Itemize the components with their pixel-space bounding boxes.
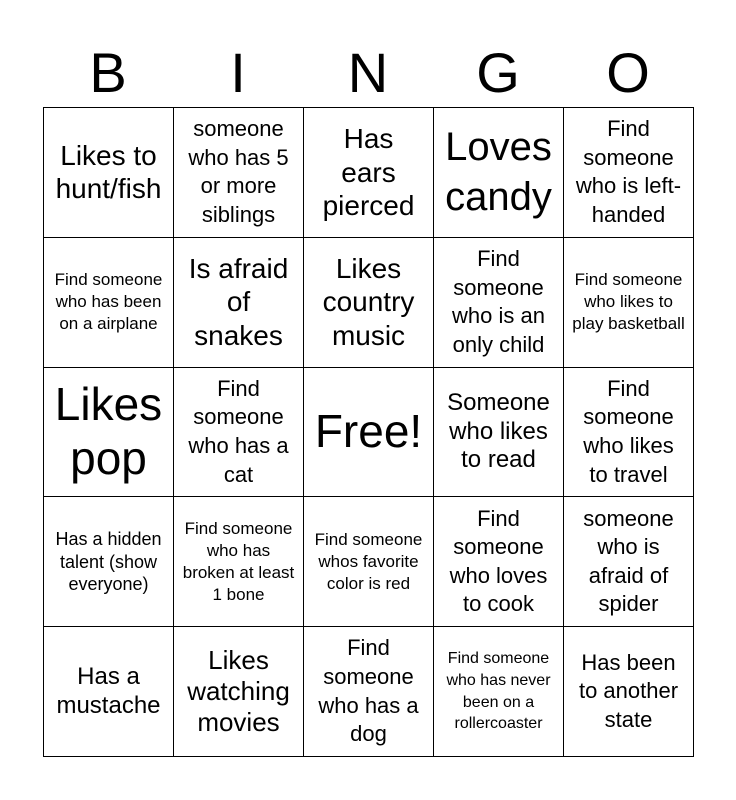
bingo-cell-r3-c5[interactable] <box>564 368 694 498</box>
cell-text: Find someone whos favorite color is red <box>314 529 423 593</box>
cell-text: Find someone who is an only child <box>452 246 545 357</box>
cell-text: Has been to another state <box>578 649 679 732</box>
bingo-cell-r5-c1[interactable] <box>44 627 174 757</box>
cell-text: Find someone who has broken at least 1 bone <box>182 518 295 604</box>
cell-text: Has a hidden talent (show everyone) <box>55 529 162 595</box>
cell-text: Find someone who is left-handed <box>575 116 682 227</box>
bingo-cell-r4-c1[interactable] <box>44 497 174 627</box>
bingo-cell-r4-c3[interactable] <box>304 497 434 627</box>
bingo-cell-r3-c3[interactable] <box>304 368 434 498</box>
cell-text: Is afraid of snakes <box>188 252 289 351</box>
cell-text: Loves candy <box>445 125 552 220</box>
bingo-header <box>43 38 693 108</box>
bingo-cell-r2-c4[interactable] <box>434 238 564 368</box>
bingo-cell-r3-c4[interactable] <box>434 368 564 498</box>
header-letter-b: B <box>89 41 127 104</box>
header-letter-i: I <box>230 41 246 104</box>
cell-text: someone who is afraid of spider <box>583 505 674 617</box>
cell-text: Find someone who likes to play basketball <box>572 270 685 334</box>
bingo-cell-r4-c4[interactable] <box>434 497 564 627</box>
cell-text: Find someone who likes to travel <box>583 375 674 487</box>
bingo-cell-r5-c3[interactable] <box>304 627 434 757</box>
cell-text: Find someone who has never been on a rollercoaster <box>446 650 551 733</box>
bingo-cell-r2-c2[interactable] <box>174 238 304 368</box>
cell-text: Has a mustache <box>56 662 161 719</box>
bingo-cell-r2-c5[interactable] <box>564 238 694 368</box>
cell-text: Likes to hunt/fish <box>55 139 162 205</box>
bingo-cell-r1-c1[interactable] <box>44 108 174 238</box>
cell-text: Likes pop <box>54 378 163 484</box>
bingo-cell-r3-c2[interactable] <box>174 368 304 498</box>
cell-text: Likes watching movies <box>187 644 290 738</box>
header-letter-o: O <box>606 41 650 104</box>
bingo-cell-r5-c4[interactable] <box>434 627 564 757</box>
cell-text: Find someone who has a cat <box>188 375 289 487</box>
cell-text: Someone who likes to read <box>447 388 550 474</box>
cell-text: someone who has 5 or more siblings <box>188 116 289 227</box>
cell-text: Likes country music <box>322 252 415 351</box>
cell-text: Has ears pierced <box>322 123 415 222</box>
bingo-board <box>43 107 694 757</box>
cell-text: Find someone who has been on a airplane <box>54 270 163 334</box>
bingo-cell-r1-c4[interactable] <box>434 108 564 238</box>
bingo-cell-r5-c5[interactable] <box>564 627 694 757</box>
bingo-cell-r2-c1[interactable] <box>44 238 174 368</box>
cell-text: Find someone who loves to cook <box>449 505 548 617</box>
free-space-text: Free! <box>314 405 423 458</box>
bingo-cell-r4-c2[interactable] <box>174 497 304 627</box>
bingo-cell-r2-c3[interactable] <box>304 238 434 368</box>
bingo-cell-r3-c1[interactable] <box>44 368 174 498</box>
bingo-cell-r1-c2[interactable] <box>174 108 304 238</box>
cell-text: Find someone who has a dog <box>318 635 419 747</box>
bingo-cell-r4-c5[interactable] <box>564 497 694 627</box>
header-letter-g: G <box>476 41 520 104</box>
bingo-cell-r5-c2[interactable] <box>174 627 304 757</box>
header-letter-n: N <box>347 41 389 104</box>
bingo-cell-r1-c5[interactable] <box>564 108 694 238</box>
bingo-cell-r1-c3[interactable] <box>304 108 434 238</box>
